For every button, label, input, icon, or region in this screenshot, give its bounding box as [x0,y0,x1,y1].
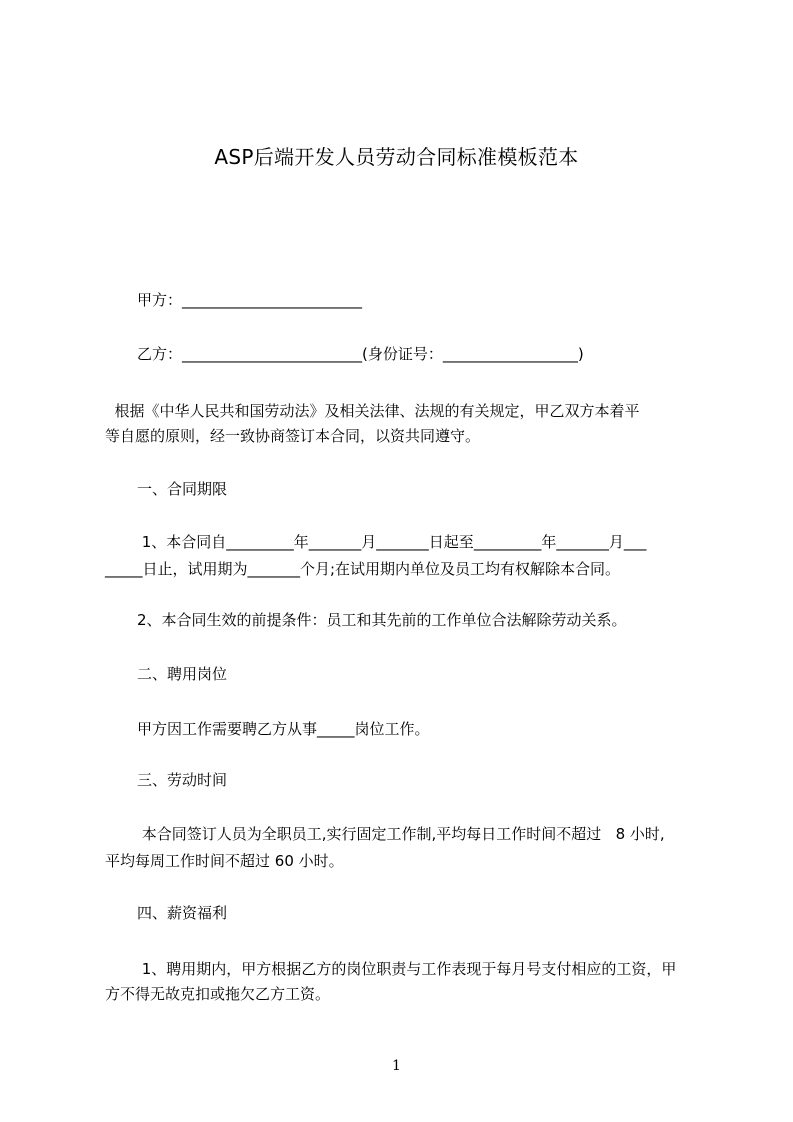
section-4-item-1-line-1: 1、聘用期内，甲方根据乙方的岗位职责与工作表现于每月号支付相应的工资，甲 [137,960,677,978]
section-1-item-2: 2、本合同生效的前提条件：员工和其先前的工作单位合法解除劳动关系。 [137,611,627,629]
section-3-line-2: 平均每周工作时间不超过 60 小时。 [105,852,344,870]
page-number: 1 [392,1058,401,1074]
section-4-item-1-line-2: 方不得无故克扣或拖欠乙方工资。 [105,985,331,1003]
section-1-item-1-line-1: 1、本合同自_________年_______月_______日起至_________年_______月___ [137,533,647,551]
section-2-heading: 二、聘用岗位 [137,665,228,683]
party-a-line: 甲方：________________________ [137,291,363,309]
section-1-heading: 一、合同期限 [137,480,228,498]
section-1-item-1-line-2: _____日止，试用期为_______个月;在试用期内单位及员工均有权解除本合同。 [105,560,621,578]
section-4-heading: 四、薪资福利 [137,904,228,922]
preamble-line-2: 等自愿的原则，经一致协商签订本合同，以资共同遵守。 [105,427,481,445]
party-b-line: 乙方：________________________(身份证号：__________________) [137,345,584,363]
section-3-line-1: 本合同签订人员为全职员工,实行固定工作制,平均每日工作时间不超过 8 小时, [137,825,665,843]
section-2-body: 甲方因工作需要聘乙方从事_____岗位工作。 [137,720,430,738]
section-3-heading: 三、劳动时间 [137,771,228,789]
document-title: ASP后端开发人员劳动合同标准模板范本 [214,145,579,169]
preamble-line-1: 根据《中华人民共和国劳动法》及相关法律、法规的有关规定，甲乙双方本着平 [105,402,640,420]
